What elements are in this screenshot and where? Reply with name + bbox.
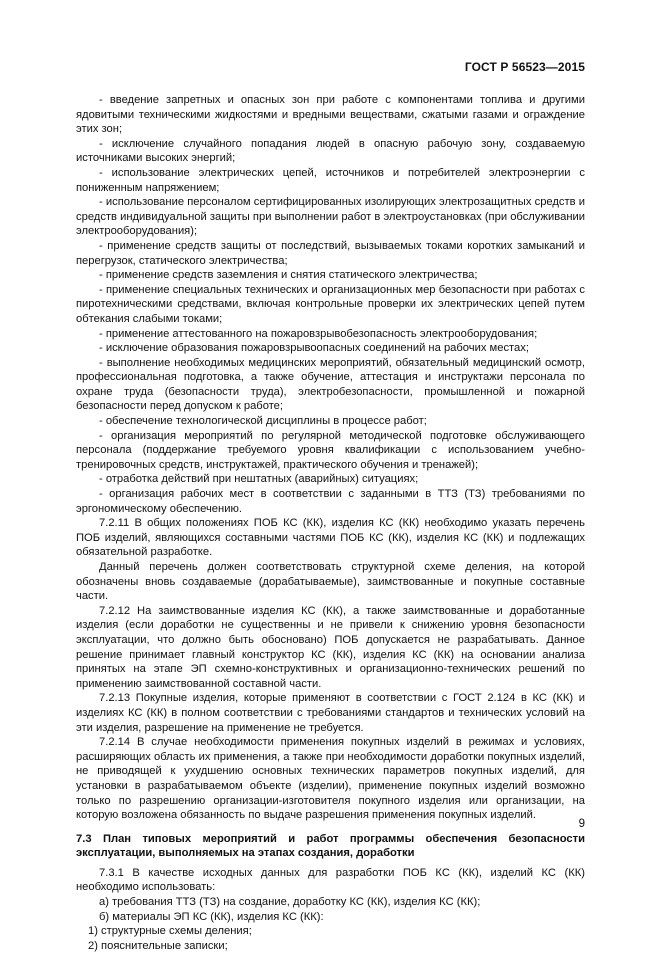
clause-7-3-1: 7.3.1 В качестве исходных данных для разработки ПОБ КС (КК), изделий КС (КК) необходимо использовать: [76, 866, 585, 894]
list-item: - исключение случайного попадания людей в опасную рабочую зону, создаваемую источниками высоких энергий; [76, 137, 585, 165]
list-item: - использование электрических цепей, источников и потребителей электроэнергии с пониженным напряжением; [76, 166, 585, 194]
list-item: - применение средств защиты от последствий, вызываемых токами коротких замыканий и перегрузок, статического электричества; [76, 239, 585, 267]
list-item: а) требования ТТЗ (ТЗ) на создание, доработку КС (КК), изделия КС (КК); [99, 896, 481, 909]
list-item: - выполнение необходимых медицинских мероприятий, обязательный медицинский осмотр, профессиональная подготовка, а также обучение, аттестация и инструктажи персонала по охране труда (безопасности труда), электробезопасности, промышленной и пожарной безопасности перед допуском к работе; [76, 356, 585, 413]
document-body [76, 93, 585, 953]
list-item: - исключение образования пожаровзрывоопасных соединений на рабочих местах; [99, 342, 529, 355]
list-item: - отработка действий при нештатных (аварийных) ситуациях; [99, 473, 419, 486]
paragraph: Данный перечень должен соответствовать структурной схеме деления, на которой обозначены вновь создаваемые (дорабатываемые), заимствованные и покупные составные части. [76, 561, 585, 603]
list-item: - обеспечение технологической дисциплины в процессе работ; [99, 415, 427, 428]
list-item: - использование персоналом сертифицированных изолирующих электрозащитных средств и средств индивидуальной защиты при выполнении работ в электроустановках (при обслуживании электрооборудования); [76, 196, 585, 238]
clause-7-2-13: 7.2.13 Покупные изделия, которые применяют в соответствии с ГОСТ 2.124 в КС (КК) и изделиях КС (КК) в полном соответствии с требованиями стандартов и технических условий на эти изделия, разрешение на применение не требуется. [76, 692, 585, 734]
clause-7-2-11: 7.2.11 В общих положениях ПОБ КС (КК), изделия КС (КК) необходимо указать перечень ПОБ изделий, являющихся составными частями ПОБ КС (КК), изделия КС (КК) и подлежащих обязательной разработке. [76, 517, 585, 559]
list-item: - введение запретных и опасных зон при работе с компонентами топлива и другими ядовитыми техническими жидкостями и вредными веществами, сжатыми газами и ограждение этих зон; [76, 94, 585, 136]
clause-7-2-14: 7.2.14 В случае необходимости применения покупных изделий в режимах и условиях, расширяющих область их применения, а также при необходимости доработки покупных изделий, не приводящей к ухудшению основных технических параметров покупных изделий, для установки в разрабатываемом объекте (изделии), применение покупных изделий возможно только по разрешению организации-изготовителя покупного изделия или организации, на которую возложена обязанность по выдаче разрешения применения покупных изделий. [76, 736, 585, 822]
section-heading-7-3: 7.3 План типовых мероприятий и работ программы обеспечения безопасности эксплуатации, выполняемых на этапах создания, доработки [76, 832, 585, 860]
list-item: 1) структурные схемы деления; [88, 925, 252, 938]
list-item: - применение специальных технических и организационных мер безопасности при работах с пиротехническими средствами, включая контрольные проверки их электрических цепей путем обтекания слабыми токами; [76, 283, 585, 325]
list-item: - организация мероприятий по регулярной методической подготовке обслуживающего персонала (поддержание требуемого уровня квалификации с использованием учебно-тренировочных средств, инструктажей, практического обучения и тренажей); [76, 429, 585, 471]
list-item: б) материалы ЭП КС (КК), изделия КС (КК): [99, 910, 324, 923]
standard-header: ГОСТ Р 56523—2015 [464, 60, 585, 74]
list-item: 2) пояснительные записки; [88, 939, 228, 952]
list-item: - применение аттестованного на пожаровзрывобезопасность электрооборудования; [99, 327, 538, 340]
clause-7-2-12: 7.2.12 На заимствованные изделия КС (КК), а также заимствованные и доработанные изделия (если доработки не существенны и не привели к снижению уровня безопасности эксплуатации, что должно быть обосновано) ПОБ допускается не разрабатывать. Данное решение принимает главный конструктор КС (КК), изделия КС (КК) на основании анализа принятых на этапе ЭП схемно-конструктивных и организационно-технических решений по применению заимствованной составной части. [76, 604, 585, 690]
list-item: - применение средств заземления и снятия статического электричества; [99, 269, 478, 282]
page-number: 9 [578, 818, 585, 830]
list-item: - организация рабочих мест в соответствии с заданными в ТТЗ (ТЗ) требованиями по эргономическому обеспечению. [76, 488, 585, 515]
